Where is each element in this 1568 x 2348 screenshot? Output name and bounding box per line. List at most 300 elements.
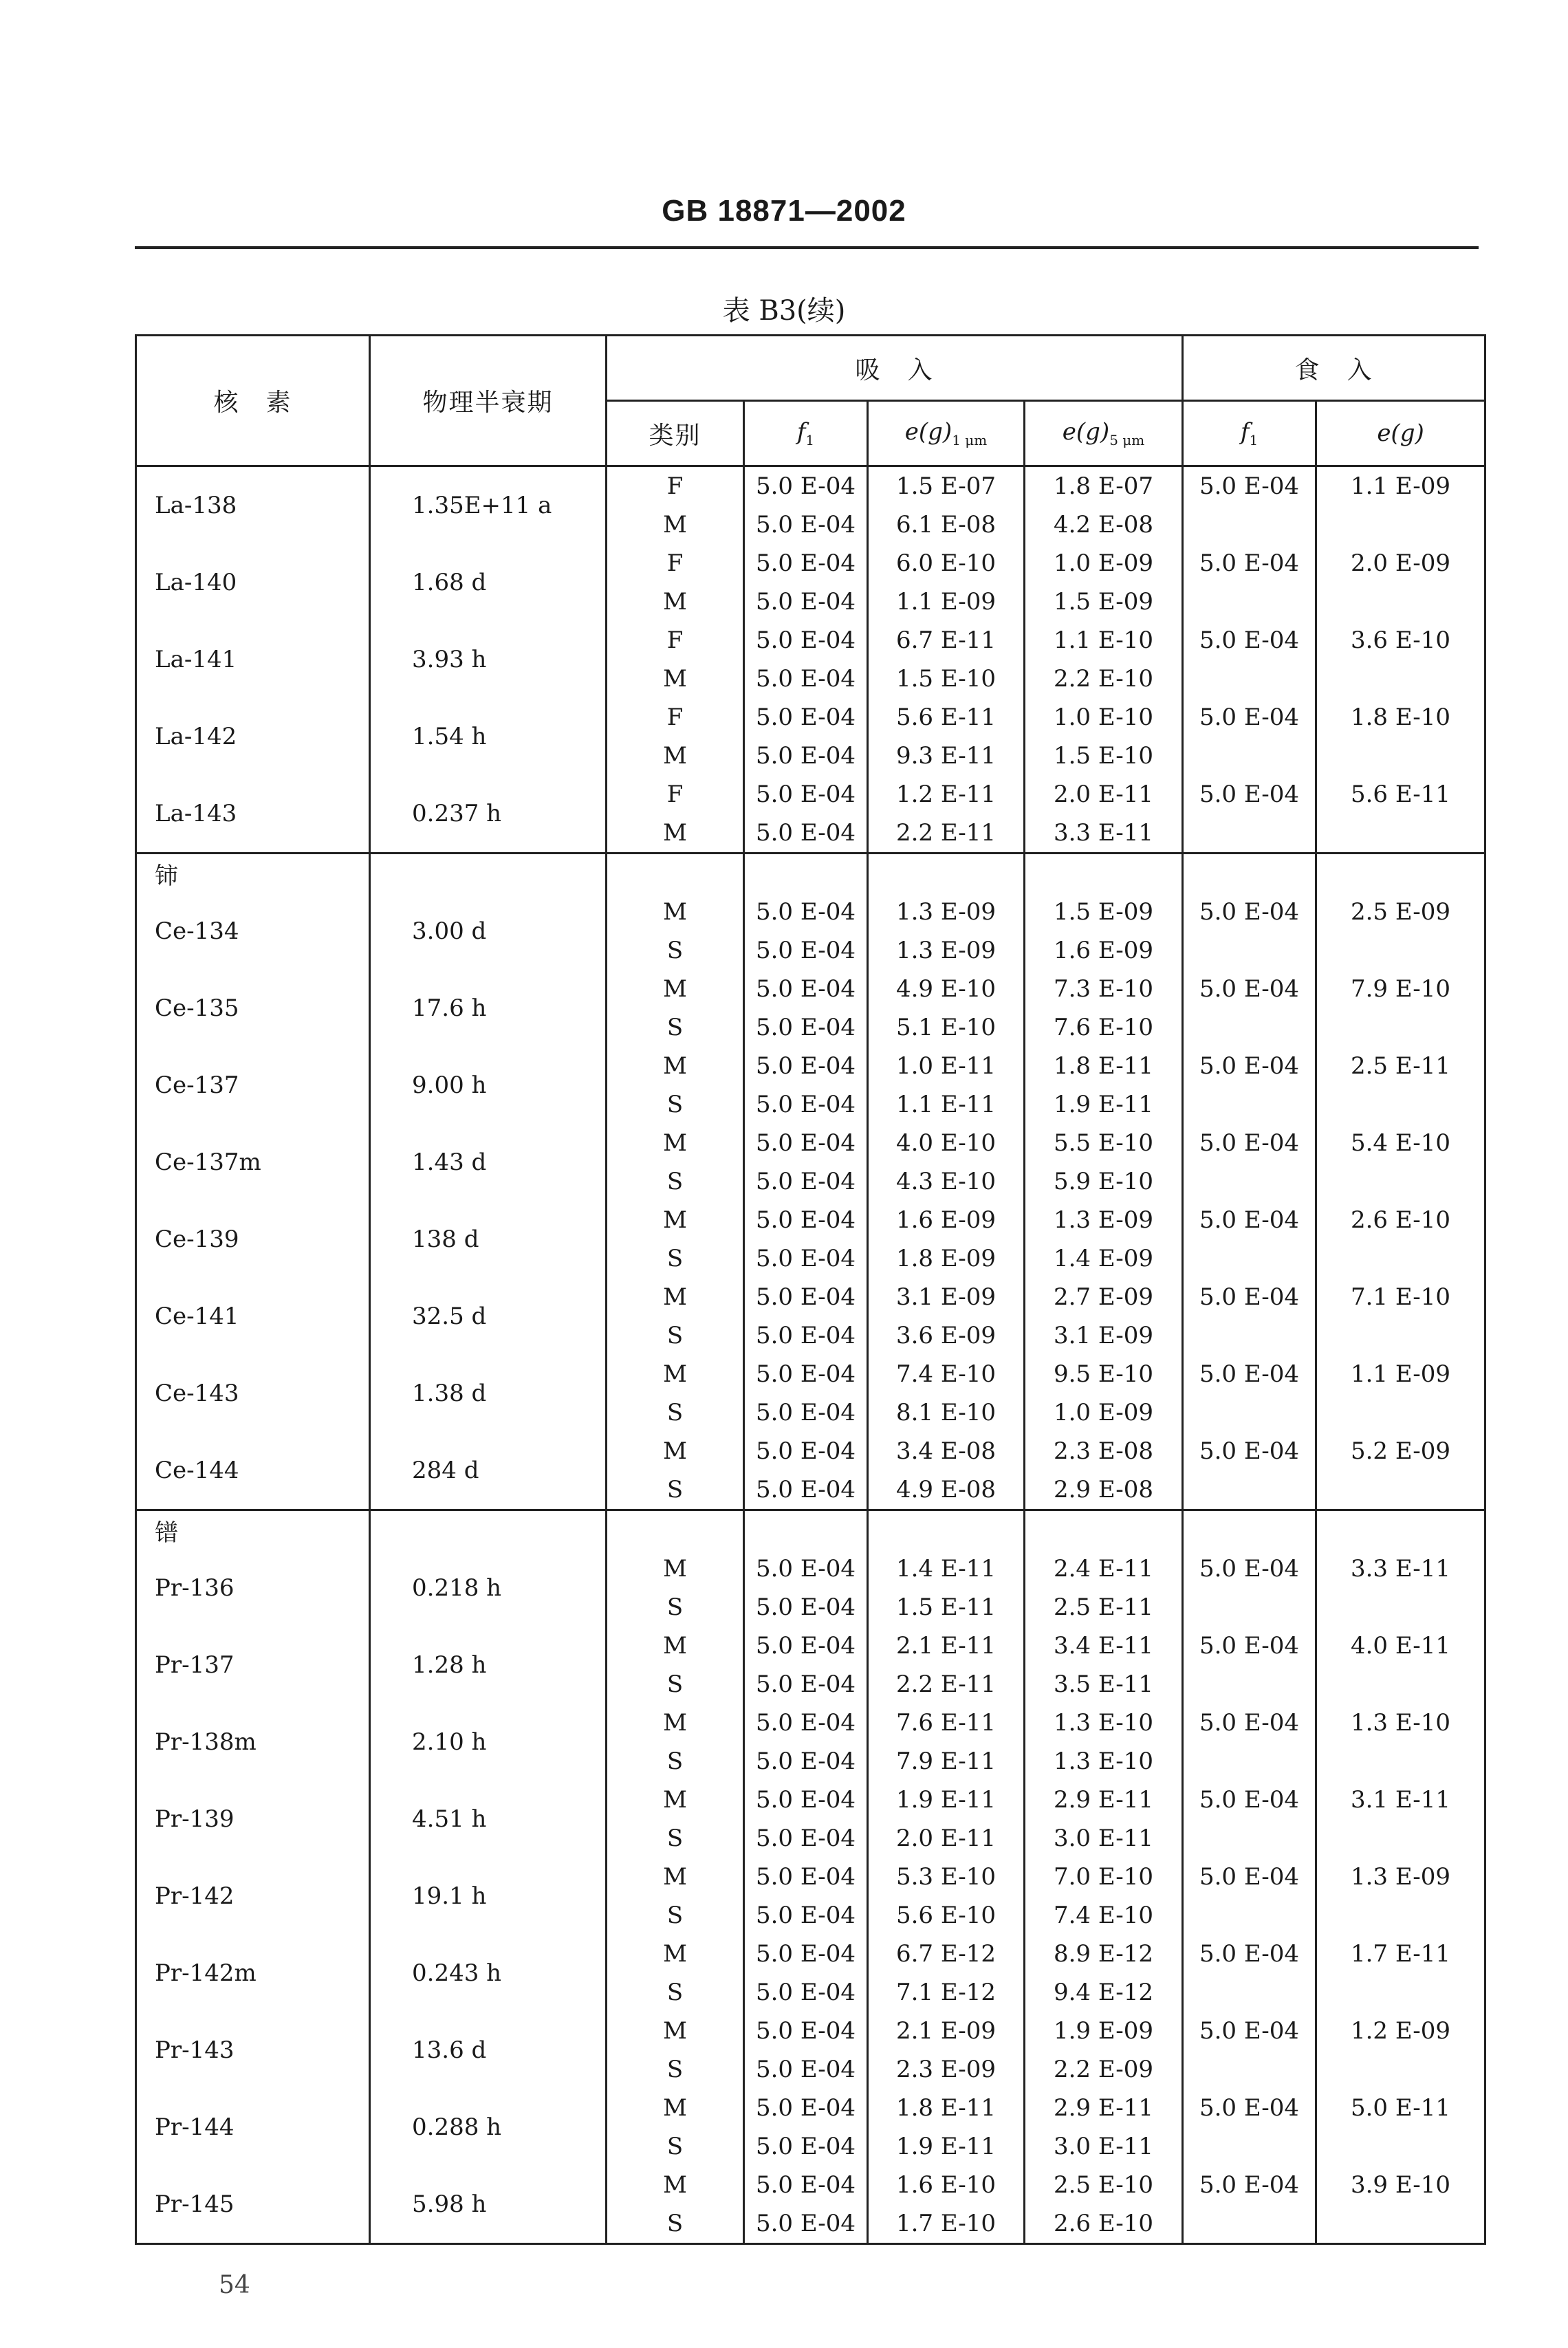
nuclide-name: La-142 bbox=[136, 698, 370, 775]
nuclide-name: Ce-137 bbox=[136, 1047, 370, 1124]
inhalation-f1: 5.0 E-04 bbox=[744, 1550, 868, 1588]
eg1-subscript: 1 μm bbox=[952, 431, 988, 448]
inhalation-eg-5um: 2.3 E-08 bbox=[1025, 1432, 1183, 1470]
inhalation-f1: 5.0 E-04 bbox=[744, 1278, 868, 1316]
inhalation-eg-5um: 2.5 E-11 bbox=[1025, 1588, 1183, 1627]
empty-cell bbox=[607, 854, 744, 893]
inhalation-eg-1um: 1.6 E-09 bbox=[868, 1201, 1025, 1239]
inhalation-eg-1um: 2.1 E-11 bbox=[868, 1627, 1025, 1665]
inhalation-eg-5um: 1.5 E-09 bbox=[1025, 893, 1183, 931]
inhalation-eg-5um: 1.0 E-09 bbox=[1025, 544, 1183, 583]
ingestion-f1: 5.0 E-04 bbox=[1183, 2089, 1316, 2127]
group-label-row bbox=[136, 854, 1485, 893]
ingestion-f1: 5.0 E-04 bbox=[1183, 1047, 1316, 1085]
inhalation-eg-1um: 9.3 E-11 bbox=[868, 737, 1025, 775]
ingestion-eg: 2.5 E-09 bbox=[1316, 893, 1485, 931]
absorption-type: S bbox=[607, 1393, 744, 1432]
nuclide-name: Ce-137m bbox=[136, 1124, 370, 1201]
half-life: 3.00 d bbox=[370, 893, 607, 970]
inhalation-eg-5um: 2.0 E-11 bbox=[1025, 775, 1183, 814]
empty-cell bbox=[1183, 1008, 1316, 1047]
ingestion-eg: 1.3 E-09 bbox=[1316, 1858, 1485, 1896]
absorption-type: M bbox=[607, 814, 744, 854]
ingestion-eg: 1.1 E-09 bbox=[1316, 466, 1485, 506]
eg-symbol: e(g) bbox=[904, 418, 952, 446]
inhalation-f1: 5.0 E-04 bbox=[744, 1124, 868, 1162]
inhalation-f1: 5.0 E-04 bbox=[744, 970, 868, 1008]
col-ing-eg-header bbox=[1316, 401, 1485, 466]
nuclide-name: La-140 bbox=[136, 544, 370, 621]
inhalation-eg-5um: 1.5 E-10 bbox=[1025, 737, 1183, 775]
empty-cell bbox=[1183, 1510, 1316, 1550]
half-life: 0.218 h bbox=[370, 1550, 607, 1627]
page-number: 54 bbox=[219, 2271, 250, 2299]
ingestion-eg: 4.0 E-11 bbox=[1316, 1627, 1485, 1665]
absorption-type: S bbox=[607, 1665, 744, 1704]
inhalation-eg-5um: 1.3 E-10 bbox=[1025, 1704, 1183, 1742]
inhalation-f1: 5.0 E-04 bbox=[744, 1316, 868, 1355]
empty-cell bbox=[1183, 1085, 1316, 1124]
header-rule bbox=[135, 246, 1479, 249]
inhalation-f1: 5.0 E-04 bbox=[744, 2089, 868, 2127]
inhalation-eg-1um: 1.8 E-11 bbox=[868, 2089, 1025, 2127]
nuclide-name: La-138 bbox=[136, 466, 370, 545]
table-row bbox=[136, 1550, 1485, 1588]
inhalation-eg-1um: 1.7 E-10 bbox=[868, 2204, 1025, 2244]
ingestion-f1: 5.0 E-04 bbox=[1183, 1278, 1316, 1316]
inhalation-eg-1um: 1.3 E-09 bbox=[868, 931, 1025, 970]
half-life: 17.6 h bbox=[370, 970, 607, 1047]
inhalation-eg-1um: 3.6 E-09 bbox=[868, 1316, 1025, 1355]
absorption-type: M bbox=[607, 1201, 744, 1239]
half-life: 4.51 h bbox=[370, 1781, 607, 1858]
absorption-type: M bbox=[607, 1781, 744, 1819]
absorption-type: S bbox=[607, 1588, 744, 1627]
inhalation-eg-5um: 5.5 E-10 bbox=[1025, 1124, 1183, 1162]
absorption-type: M bbox=[607, 893, 744, 931]
inhalation-f1: 5.0 E-04 bbox=[744, 1665, 868, 1704]
inhalation-eg-1um: 1.5 E-11 bbox=[868, 1588, 1025, 1627]
empty-cell bbox=[1316, 2127, 1485, 2166]
f1-symbol: f bbox=[796, 418, 806, 446]
absorption-type: M bbox=[607, 583, 744, 621]
document-header: GB 18871—2002 bbox=[662, 194, 906, 228]
ingestion-eg: 5.4 E-10 bbox=[1316, 1124, 1485, 1162]
inhalation-f1: 5.0 E-04 bbox=[744, 544, 868, 583]
absorption-type: S bbox=[607, 1742, 744, 1781]
inhalation-eg-1um: 6.7 E-12 bbox=[868, 1935, 1025, 1973]
empty-cell bbox=[1183, 1316, 1316, 1355]
ingestion-f1: 5.0 E-04 bbox=[1183, 1935, 1316, 1973]
absorption-type: S bbox=[607, 1008, 744, 1047]
empty-cell bbox=[1183, 506, 1316, 544]
empty-cell bbox=[868, 1510, 1025, 1550]
absorption-type: M bbox=[607, 2012, 744, 2050]
ingestion-f1: 5.0 E-04 bbox=[1183, 1432, 1316, 1470]
inhalation-eg-1um: 2.2 E-11 bbox=[868, 1665, 1025, 1704]
inhalation-eg-1um: 7.4 E-10 bbox=[868, 1355, 1025, 1393]
nuclide-name: La-141 bbox=[136, 621, 370, 698]
ingestion-eg: 1.3 E-10 bbox=[1316, 1704, 1485, 1742]
table-group-lanthanum bbox=[136, 466, 1485, 854]
inhalation-f1: 5.0 E-04 bbox=[744, 698, 868, 737]
absorption-type: S bbox=[607, 1819, 744, 1858]
inhalation-eg-1um: 1.3 E-09 bbox=[868, 893, 1025, 931]
table-row bbox=[136, 893, 1485, 931]
half-life: 1.35E+11 a bbox=[370, 466, 607, 545]
inhalation-eg-1um: 2.0 E-11 bbox=[868, 1819, 1025, 1858]
inhalation-eg-1um: 6.0 E-10 bbox=[868, 544, 1025, 583]
half-life: 1.38 d bbox=[370, 1355, 607, 1432]
inhalation-eg-5um: 4.2 E-08 bbox=[1025, 506, 1183, 544]
nuclide-name: Pr-136 bbox=[136, 1550, 370, 1627]
absorption-type: S bbox=[607, 1470, 744, 1510]
ingestion-f1: 5.0 E-04 bbox=[1183, 2166, 1316, 2204]
table-row bbox=[136, 2012, 1485, 2050]
inhalation-eg-1um: 5.6 E-10 bbox=[868, 1896, 1025, 1935]
inhalation-eg-1um: 1.4 E-11 bbox=[868, 1550, 1025, 1588]
inhalation-f1: 5.0 E-04 bbox=[744, 893, 868, 931]
inhalation-f1: 5.0 E-04 bbox=[744, 1432, 868, 1470]
inhalation-eg-1um: 1.2 E-11 bbox=[868, 775, 1025, 814]
empty-cell bbox=[1316, 2050, 1485, 2089]
table-row bbox=[136, 1858, 1485, 1896]
table-row bbox=[136, 1935, 1485, 1973]
ingestion-f1: 5.0 E-04 bbox=[1183, 544, 1316, 583]
absorption-type: F bbox=[607, 775, 744, 814]
inhalation-eg-5um: 3.3 E-11 bbox=[1025, 814, 1183, 854]
ingestion-eg: 3.9 E-10 bbox=[1316, 2166, 1485, 2204]
ingestion-f1: 5.0 E-04 bbox=[1183, 970, 1316, 1008]
half-life: 3.93 h bbox=[370, 621, 607, 698]
absorption-type: F bbox=[607, 466, 744, 506]
empty-cell bbox=[1183, 1393, 1316, 1432]
empty-cell bbox=[1183, 1162, 1316, 1201]
empty-cell bbox=[1316, 931, 1485, 970]
table-row bbox=[136, 970, 1485, 1008]
inhalation-eg-1um: 4.9 E-10 bbox=[868, 970, 1025, 1008]
inhalation-eg-1um: 6.7 E-11 bbox=[868, 621, 1025, 660]
ingestion-f1: 5.0 E-04 bbox=[1183, 775, 1316, 814]
inhalation-eg-5um: 3.5 E-11 bbox=[1025, 1665, 1183, 1704]
inhalation-eg-5um: 7.3 E-10 bbox=[1025, 970, 1183, 1008]
absorption-type: M bbox=[607, 1935, 744, 1973]
inhalation-eg-1um: 1.5 E-07 bbox=[868, 466, 1025, 506]
table-row bbox=[136, 1627, 1485, 1665]
nuclide-name: Pr-143 bbox=[136, 2012, 370, 2089]
inhalation-f1: 5.0 E-04 bbox=[744, 621, 868, 660]
half-life: 284 d bbox=[370, 1432, 607, 1510]
ingestion-f1: 5.0 E-04 bbox=[1183, 1858, 1316, 1896]
inhalation-f1: 5.0 E-04 bbox=[744, 583, 868, 621]
ingestion-eg: 5.2 E-09 bbox=[1316, 1432, 1485, 1470]
ingestion-f1: 5.0 E-04 bbox=[1183, 1355, 1316, 1393]
empty-cell bbox=[1183, 931, 1316, 970]
inhalation-eg-1um: 7.1 E-12 bbox=[868, 1973, 1025, 2012]
inhalation-f1: 5.0 E-04 bbox=[744, 1085, 868, 1124]
group-label: 镨 bbox=[136, 1510, 370, 1550]
inhalation-eg-5um: 7.6 E-10 bbox=[1025, 1008, 1183, 1047]
nuclide-name: Ce-141 bbox=[136, 1278, 370, 1355]
inhalation-eg-1um: 5.3 E-10 bbox=[868, 1858, 1025, 1896]
inhalation-eg-1um: 1.6 E-10 bbox=[868, 2166, 1025, 2204]
inhalation-eg-1um: 5.1 E-10 bbox=[868, 1008, 1025, 1047]
empty-cell bbox=[1316, 506, 1485, 544]
inhalation-eg-5um: 1.9 E-09 bbox=[1025, 2012, 1183, 2050]
inhalation-eg-5um: 2.6 E-10 bbox=[1025, 2204, 1183, 2244]
inhalation-eg-5um: 1.1 E-10 bbox=[1025, 621, 1183, 660]
absorption-type: M bbox=[607, 970, 744, 1008]
inhalation-eg-1um: 1.5 E-10 bbox=[868, 660, 1025, 698]
ingestion-f1: 5.0 E-04 bbox=[1183, 621, 1316, 660]
ingestion-eg: 3.3 E-11 bbox=[1316, 1550, 1485, 1588]
table-group-praseodymium bbox=[136, 1510, 1485, 2244]
group-label: 铈 bbox=[136, 854, 370, 893]
absorption-type: M bbox=[607, 1550, 744, 1588]
absorption-type: M bbox=[607, 2166, 744, 2204]
inhalation-eg-5um: 5.9 E-10 bbox=[1025, 1162, 1183, 1201]
empty-cell bbox=[1316, 1008, 1485, 1047]
empty-cell bbox=[1183, 1470, 1316, 1510]
table-row bbox=[136, 1432, 1485, 1470]
inhalation-f1: 5.0 E-04 bbox=[744, 1201, 868, 1239]
inhalation-eg-1um: 4.0 E-10 bbox=[868, 1124, 1025, 1162]
col-ing-f1-header bbox=[1183, 401, 1316, 466]
absorption-type: M bbox=[607, 1704, 744, 1742]
half-life: 2.10 h bbox=[370, 1704, 607, 1781]
empty-cell bbox=[1316, 660, 1485, 698]
absorption-type: M bbox=[607, 2089, 744, 2127]
empty-cell bbox=[1316, 1316, 1485, 1355]
empty-cell bbox=[1183, 2050, 1316, 2089]
inhalation-eg-5um: 1.0 E-10 bbox=[1025, 698, 1183, 737]
inhalation-f1: 5.0 E-04 bbox=[744, 1781, 868, 1819]
empty-cell bbox=[370, 1510, 607, 1550]
inhalation-f1: 5.0 E-04 bbox=[744, 506, 868, 544]
ingestion-eg: 1.1 E-09 bbox=[1316, 1355, 1485, 1393]
empty-cell bbox=[1183, 1588, 1316, 1627]
empty-cell bbox=[1183, 2204, 1316, 2244]
inhalation-eg-5um: 2.7 E-09 bbox=[1025, 1278, 1183, 1316]
absorption-type: S bbox=[607, 1239, 744, 1278]
half-life: 19.1 h bbox=[370, 1858, 607, 1935]
empty-cell bbox=[1183, 583, 1316, 621]
inhalation-eg-5um: 2.4 E-11 bbox=[1025, 1550, 1183, 1588]
table-row bbox=[136, 1355, 1485, 1393]
table-row bbox=[136, 1704, 1485, 1742]
group-label-row bbox=[136, 1510, 1485, 1550]
ingestion-eg: 5.0 E-11 bbox=[1316, 2089, 1485, 2127]
nuclide-name: Pr-145 bbox=[136, 2166, 370, 2244]
half-life: 0.288 h bbox=[370, 2089, 607, 2166]
inhalation-f1: 5.0 E-04 bbox=[744, 2127, 868, 2166]
inhalation-f1: 5.0 E-04 bbox=[744, 814, 868, 854]
ingestion-eg: 2.5 E-11 bbox=[1316, 1047, 1485, 1085]
absorption-type: S bbox=[607, 2127, 744, 2166]
table-row bbox=[136, 2089, 1485, 2127]
empty-cell bbox=[1316, 1819, 1485, 1858]
inhalation-eg-1um: 1.1 E-09 bbox=[868, 583, 1025, 621]
inhalation-f1: 5.0 E-04 bbox=[744, 737, 868, 775]
nuclide-name: Ce-139 bbox=[136, 1201, 370, 1278]
ingestion-f1: 5.0 E-04 bbox=[1183, 2012, 1316, 2050]
eg-symbol: e(g) bbox=[1062, 418, 1110, 446]
ingestion-eg: 3.1 E-11 bbox=[1316, 1781, 1485, 1819]
empty-cell bbox=[370, 854, 607, 893]
inhalation-eg-5um: 3.0 E-11 bbox=[1025, 1819, 1183, 1858]
empty-cell bbox=[1025, 1510, 1183, 1550]
half-life: 1.68 d bbox=[370, 544, 607, 621]
table-row bbox=[136, 466, 1485, 506]
table-row bbox=[136, 1201, 1485, 1239]
col-eg1-header bbox=[868, 401, 1025, 466]
inhalation-eg-5um: 7.0 E-10 bbox=[1025, 1858, 1183, 1896]
inhalation-eg-5um: 1.6 E-09 bbox=[1025, 931, 1183, 970]
empty-cell bbox=[1183, 2127, 1316, 2166]
nuclide-name: Pr-142 bbox=[136, 1858, 370, 1935]
table-row bbox=[136, 775, 1485, 814]
inhalation-eg-5um: 1.8 E-11 bbox=[1025, 1047, 1183, 1085]
inhalation-f1: 5.0 E-04 bbox=[744, 1355, 868, 1393]
absorption-type: M bbox=[607, 1278, 744, 1316]
inhalation-eg-5um: 3.4 E-11 bbox=[1025, 1627, 1183, 1665]
nuclide-name: Pr-138m bbox=[136, 1704, 370, 1781]
inhalation-eg-1um: 4.3 E-10 bbox=[868, 1162, 1025, 1201]
empty-cell bbox=[1183, 814, 1316, 854]
table-row bbox=[136, 544, 1485, 583]
ingestion-f1: 5.0 E-04 bbox=[1183, 1201, 1316, 1239]
absorption-type: M bbox=[607, 1627, 744, 1665]
empty-cell bbox=[1025, 854, 1183, 893]
empty-cell bbox=[1316, 814, 1485, 854]
absorption-type: S bbox=[607, 2050, 744, 2089]
ingestion-eg: 3.6 E-10 bbox=[1316, 621, 1485, 660]
nuclide-name: Ce-134 bbox=[136, 893, 370, 970]
absorption-type: S bbox=[607, 1316, 744, 1355]
half-life: 32.5 d bbox=[370, 1278, 607, 1355]
absorption-type: S bbox=[607, 931, 744, 970]
inhalation-eg-5um: 2.9 E-11 bbox=[1025, 2089, 1183, 2127]
half-life: 1.28 h bbox=[370, 1627, 607, 1704]
ingestion-eg: 7.9 E-10 bbox=[1316, 970, 1485, 1008]
nuclide-name: Ce-144 bbox=[136, 1432, 370, 1510]
inhalation-eg-5um: 8.9 E-12 bbox=[1025, 1935, 1183, 1973]
col-nuclide-header: 核 素 bbox=[136, 336, 370, 466]
empty-cell bbox=[1183, 1973, 1316, 2012]
absorption-type: M bbox=[607, 1047, 744, 1085]
inhalation-f1: 5.0 E-04 bbox=[744, 1470, 868, 1510]
absorption-type: F bbox=[607, 544, 744, 583]
inhalation-f1: 5.0 E-04 bbox=[744, 1973, 868, 2012]
inhalation-f1: 5.0 E-04 bbox=[744, 1935, 868, 1973]
inhalation-eg-5um: 9.5 E-10 bbox=[1025, 1355, 1183, 1393]
ingestion-f1: 5.0 E-04 bbox=[1183, 1627, 1316, 1665]
f1-subscript: 1 bbox=[1249, 431, 1259, 448]
ingestion-f1: 5.0 E-04 bbox=[1183, 1781, 1316, 1819]
empty-cell bbox=[1183, 1239, 1316, 1278]
inhalation-eg-5um: 1.8 E-07 bbox=[1025, 466, 1183, 506]
inhalation-eg-1um: 2.3 E-09 bbox=[868, 2050, 1025, 2089]
table-row bbox=[136, 1124, 1485, 1162]
ingestion-eg: 2.6 E-10 bbox=[1316, 1201, 1485, 1239]
ingestion-f1: 5.0 E-04 bbox=[1183, 466, 1316, 506]
empty-cell bbox=[1316, 1393, 1485, 1432]
table-row bbox=[136, 621, 1485, 660]
empty-cell bbox=[1316, 1742, 1485, 1781]
half-life: 0.243 h bbox=[370, 1935, 607, 2012]
absorption-type: S bbox=[607, 1162, 744, 1201]
empty-cell bbox=[1316, 1470, 1485, 1510]
empty-cell bbox=[607, 1510, 744, 1550]
inhalation-eg-5um: 2.2 E-10 bbox=[1025, 660, 1183, 698]
inhalation-f1: 5.0 E-04 bbox=[744, 1627, 868, 1665]
ingestion-f1: 5.0 E-04 bbox=[1183, 893, 1316, 931]
inhalation-f1: 5.0 E-04 bbox=[744, 1896, 868, 1935]
inhalation-f1: 5.0 E-04 bbox=[744, 2050, 868, 2089]
absorption-type: M bbox=[607, 1858, 744, 1896]
half-life: 9.00 h bbox=[370, 1047, 607, 1124]
ingestion-group-header: 食 入 bbox=[1183, 336, 1485, 401]
empty-cell bbox=[1316, 1896, 1485, 1935]
empty-cell bbox=[868, 854, 1025, 893]
table-row bbox=[136, 698, 1485, 737]
inhalation-eg-1um: 3.1 E-09 bbox=[868, 1278, 1025, 1316]
empty-cell bbox=[1316, 1973, 1485, 2012]
ingestion-f1: 5.0 E-04 bbox=[1183, 1124, 1316, 1162]
absorption-type: M bbox=[607, 506, 744, 544]
inhalation-eg-5um: 1.3 E-09 bbox=[1025, 1201, 1183, 1239]
inhalation-f1: 5.0 E-04 bbox=[744, 931, 868, 970]
col-eg5-header bbox=[1025, 401, 1183, 466]
empty-cell bbox=[744, 1510, 868, 1550]
absorption-type: M bbox=[607, 1355, 744, 1393]
ingestion-eg: 5.6 E-11 bbox=[1316, 775, 1485, 814]
empty-cell bbox=[1183, 1819, 1316, 1858]
inhalation-f1: 5.0 E-04 bbox=[744, 1239, 868, 1278]
inhalation-f1: 5.0 E-04 bbox=[744, 2012, 868, 2050]
f1-symbol: f bbox=[1240, 418, 1250, 446]
inhalation-eg-1um: 1.9 E-11 bbox=[868, 2127, 1025, 2166]
empty-cell bbox=[1316, 583, 1485, 621]
inhalation-eg-1um: 6.1 E-08 bbox=[868, 506, 1025, 544]
inhalation-f1: 5.0 E-04 bbox=[744, 1393, 868, 1432]
table-row bbox=[136, 1781, 1485, 1819]
empty-cell bbox=[1316, 1665, 1485, 1704]
table-row bbox=[136, 1278, 1485, 1316]
half-life: 5.98 h bbox=[370, 2166, 607, 2244]
absorption-type: F bbox=[607, 698, 744, 737]
ingestion-eg: 1.7 E-11 bbox=[1316, 1935, 1485, 1973]
empty-cell bbox=[1316, 854, 1485, 893]
inhalation-eg-1um: 7.9 E-11 bbox=[868, 1742, 1025, 1781]
ingestion-eg: 7.1 E-10 bbox=[1316, 1278, 1485, 1316]
inhalation-eg-5um: 1.5 E-09 bbox=[1025, 583, 1183, 621]
empty-cell bbox=[1183, 737, 1316, 775]
half-life: 13.6 d bbox=[370, 2012, 607, 2089]
ingestion-eg: 2.0 E-09 bbox=[1316, 544, 1485, 583]
nuclide-name: Pr-144 bbox=[136, 2089, 370, 2166]
col-type-header: 类别 bbox=[607, 401, 744, 466]
absorption-type: M bbox=[607, 737, 744, 775]
half-life: 1.54 h bbox=[370, 698, 607, 775]
ingestion-f1: 5.0 E-04 bbox=[1183, 1704, 1316, 1742]
absorption-type: S bbox=[607, 1973, 744, 2012]
inhalation-eg-1um: 4.9 E-08 bbox=[868, 1470, 1025, 1510]
empty-cell bbox=[1183, 1742, 1316, 1781]
inhalation-eg-5um: 1.4 E-09 bbox=[1025, 1239, 1183, 1278]
absorption-type: M bbox=[607, 660, 744, 698]
empty-cell bbox=[1183, 854, 1316, 893]
